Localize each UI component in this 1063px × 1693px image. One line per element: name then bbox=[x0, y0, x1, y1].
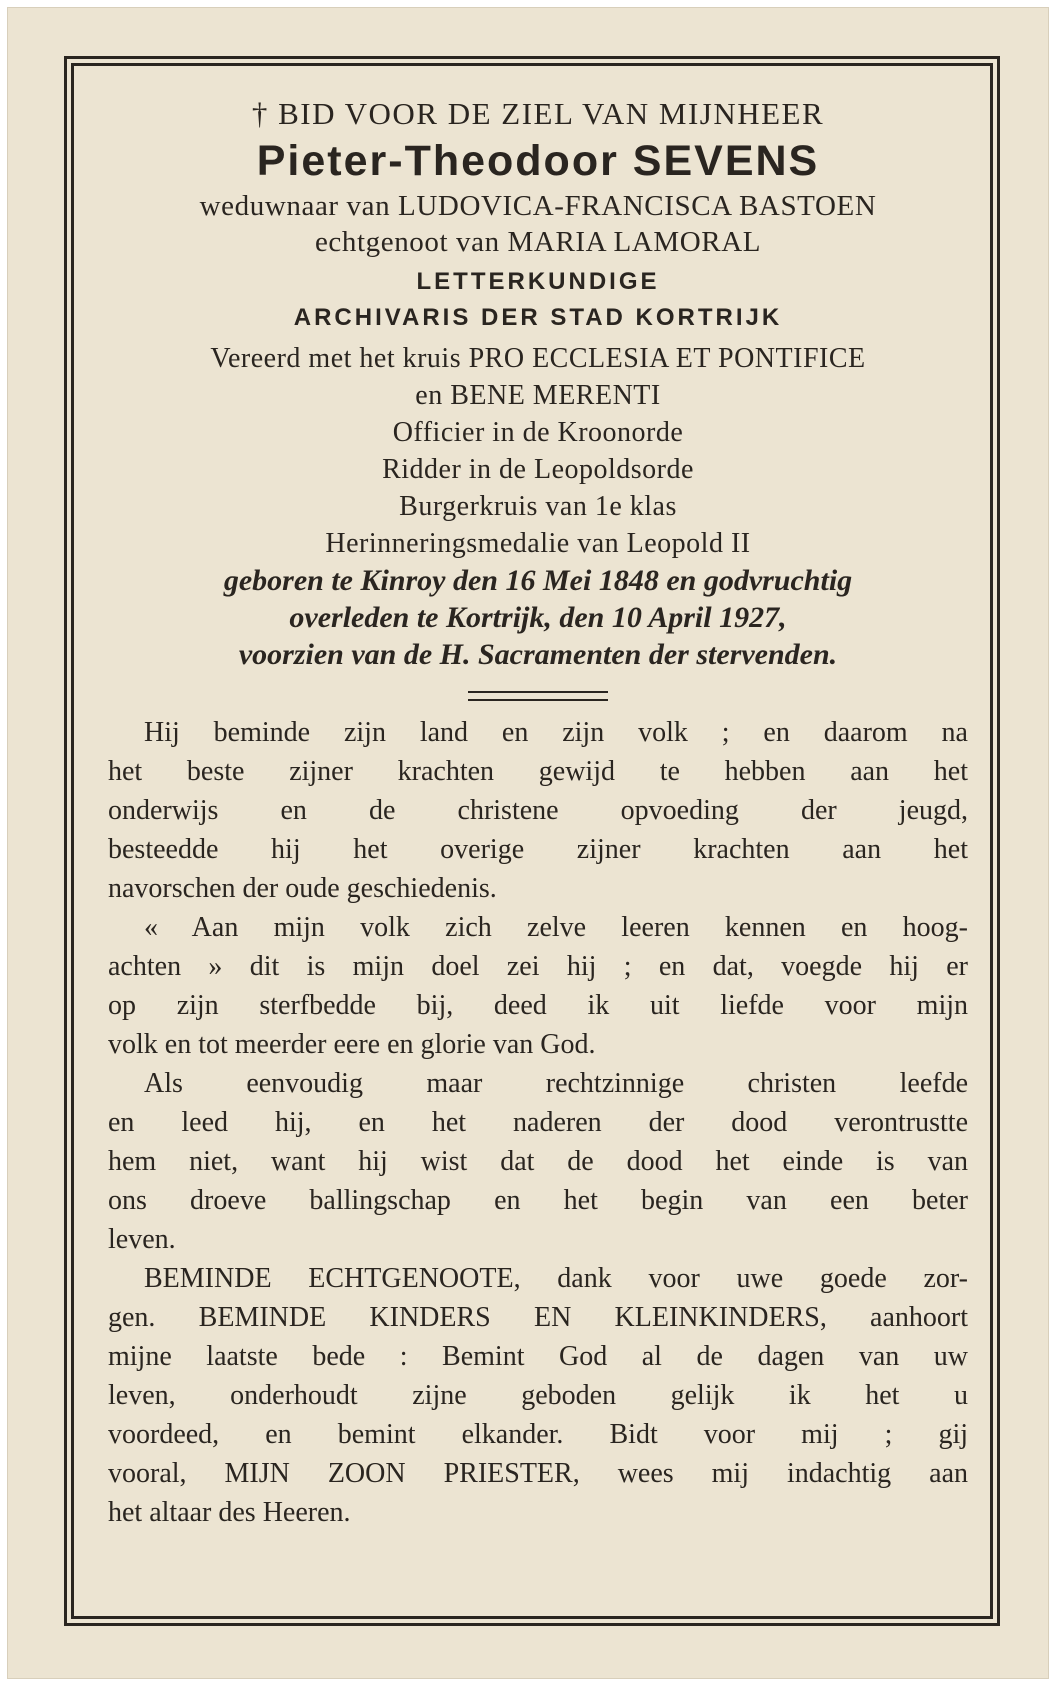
cross-icon: † bbox=[251, 96, 269, 131]
text-line: vooral, MIJN ZOON PRIESTER, wees mij indachtig aan bbox=[108, 1458, 968, 1489]
text-line: Hij beminde zijn land en zijn volk ; en daarom na bbox=[144, 717, 968, 748]
text-line: besteedde hij het overige zijner krachten aan het bbox=[108, 834, 968, 865]
text-line: leven. bbox=[108, 1224, 176, 1255]
honour-line: en BENE MERENTI bbox=[415, 380, 661, 411]
text-line: onderwijs en de christene opvoeding der jeugd, bbox=[108, 795, 968, 826]
birth-death-line: geboren te Kinroy den 16 Mei 1848 en godvruchtig bbox=[223, 564, 853, 597]
text-line: ons droeve ballingschap en het begin van een beter bbox=[108, 1185, 968, 1216]
intro-text: BID VOOR DE ZIEL VAN MIJNHEER bbox=[278, 96, 825, 131]
text-line: op zijn sterfbedde bij, deed ik uit liefde voor mijn bbox=[108, 990, 968, 1021]
widower-line: weduwnaar van LUDOVICA-FRANCISCA BASTOEN bbox=[199, 190, 877, 222]
deceased-name: Pieter-Theodoor SEVENS bbox=[256, 137, 820, 185]
text-line: voordeed, en bemint elkander. Bidt voor mij ; gij bbox=[108, 1419, 968, 1450]
position-line: ARCHIVARIS DER STAD KORTRIJK bbox=[293, 304, 783, 331]
intro-line bbox=[108, 94, 968, 134]
text-line: volk en tot meerder eere en glorie van God. bbox=[108, 1029, 596, 1060]
text-line: hem niet, want hij wist dat de dood het einde is van bbox=[108, 1146, 968, 1177]
text-line: mijne laatste bede : Bemint God al de dagen van uw bbox=[108, 1341, 968, 1372]
honour-line: Officier in de Kroonorde bbox=[392, 417, 684, 448]
text-line: « Aan mijn volk zich zelve leeren kennen en hoog- bbox=[144, 912, 968, 943]
text-line: BEMINDE ECHTGENOOTE, dank voor uwe goede zor- bbox=[144, 1263, 968, 1294]
paragraph-3 bbox=[108, 1064, 968, 1259]
text-line: gen. BEMINDE KINDERS EN KLEINKINDERS, aanhoort bbox=[108, 1302, 968, 1333]
honour-line: Vereerd met het kruis PRO ECCLESIA ET PONTIFICE bbox=[210, 343, 866, 374]
text-line: en leed hij, en het naderen der dood verontrustte bbox=[108, 1107, 968, 1138]
occupation-line: LETTERKUNDIGE bbox=[416, 268, 660, 295]
honour-line: Burgerkruis van 1e klas bbox=[399, 491, 677, 522]
spouse-line: echtgenoot van MARIA LAMORAL bbox=[314, 226, 762, 258]
text-line: Als eenvoudig maar rechtzinnige christen leefde bbox=[144, 1068, 968, 1099]
birth-death-line: voorzien van de H. Sacramenten der stervenden. bbox=[238, 638, 838, 671]
divider bbox=[468, 691, 608, 701]
text-line: leven, onderhoudt zijne geboden gelijk ik het u bbox=[108, 1380, 968, 1411]
paragraph-1 bbox=[108, 713, 968, 908]
birth-death-line: overleden te Kortrijk, den 10 April 1927, bbox=[289, 601, 787, 634]
honour-line: Herinneringsmedalie van Leopold II bbox=[325, 528, 751, 559]
card-content bbox=[108, 94, 968, 1532]
paragraph-2 bbox=[108, 908, 968, 1064]
text-line: het beste zijner krachten gewijd te hebben aan het bbox=[108, 756, 968, 787]
memorial-card bbox=[8, 8, 1048, 1678]
paragraph-4 bbox=[108, 1259, 968, 1532]
text-line: het altaar des Heeren. bbox=[108, 1497, 351, 1528]
text-line: navorschen der oude geschiedenis. bbox=[108, 873, 497, 904]
text-line: achten » dit is mijn doel zei hij ; en dat, voegde hij er bbox=[108, 951, 968, 982]
honour-line: Ridder in de Leopoldsorde bbox=[382, 454, 694, 485]
